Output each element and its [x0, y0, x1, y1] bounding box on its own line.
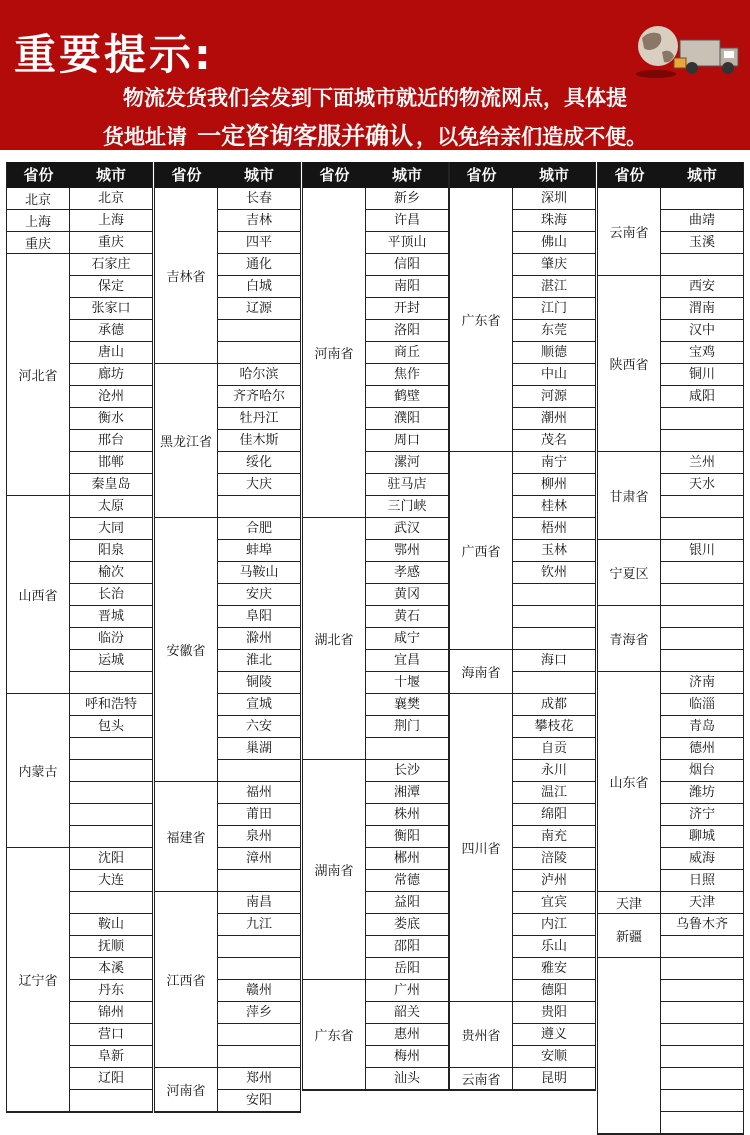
city-cell: 济南 [661, 672, 743, 694]
province-cell: 青海省 [598, 606, 661, 672]
city-cell: 齐齐哈尔 [218, 386, 300, 408]
city-cell: 深圳 [513, 188, 595, 210]
city-cell: 铜陵 [218, 672, 300, 694]
city-cell: 大庆 [218, 474, 300, 496]
city-cell: 永川 [513, 760, 595, 782]
city-cell: 通化 [218, 254, 300, 276]
city-cell: 益阳 [366, 892, 448, 914]
province-cell: 吉林省 [155, 188, 218, 364]
city-cell: 秦皇岛 [70, 474, 152, 496]
province-cell: 云南省 [598, 188, 661, 276]
city-cell: 肇庆 [513, 254, 595, 276]
city-cell: 唐山 [70, 342, 152, 364]
city-cell [661, 628, 743, 650]
province-cell: 湖北省 [303, 518, 366, 760]
logistics-city-tables [0, 162, 750, 1116]
city-cell [661, 584, 743, 606]
city-cell: 济宁 [661, 804, 743, 826]
city-cell: 温江 [513, 782, 595, 804]
city-cell: 孝感 [366, 562, 448, 584]
city-cell: 郴州 [366, 848, 448, 870]
city-cell: 辽阳 [70, 1068, 152, 1090]
province-cell: 福建省 [155, 782, 218, 892]
province-city-table [6, 162, 153, 1113]
city-cell: 咸宁 [366, 628, 448, 650]
city-cell: 自贡 [513, 738, 595, 760]
city-cell [70, 738, 152, 760]
city-cell: 柳州 [513, 474, 595, 496]
province-city-table [449, 162, 596, 1091]
city-cell: 泉州 [218, 826, 300, 848]
table-header [7, 162, 152, 188]
city-cell: 黄冈 [366, 584, 448, 606]
city-cell: 常德 [366, 870, 448, 892]
city-cell: 周口 [366, 430, 448, 452]
city-cell: 茂名 [513, 430, 595, 452]
city-header: 城市 [243, 166, 274, 184]
province-header: 省份 [171, 166, 202, 184]
city-cell: 娄底 [366, 914, 448, 936]
city-cell: 咸阳 [661, 386, 743, 408]
province-cell: 湖南省 [303, 760, 366, 980]
city-cell: 哈尔滨 [218, 364, 300, 386]
city-cell: 安顺 [513, 1046, 595, 1068]
province-city-table [597, 162, 744, 1135]
city-cell: 湛江 [513, 276, 595, 298]
city-cell: 惠州 [366, 1024, 448, 1046]
city-cell: 遵义 [513, 1024, 595, 1046]
city-cell: 桂林 [513, 496, 595, 518]
city-cell: 宜昌 [366, 650, 448, 672]
city-cell [661, 1002, 743, 1024]
province-cell: 陕西省 [598, 276, 661, 452]
city-cell: 营口 [70, 1024, 152, 1046]
province-cell: 云南省 [450, 1068, 513, 1090]
city-cell [661, 1112, 743, 1134]
city-cell [661, 1046, 743, 1068]
city-cell: 宝鸡 [661, 342, 743, 364]
city-cell: 银川 [661, 540, 743, 562]
city-cell [218, 870, 300, 892]
city-cell: 铜川 [661, 364, 743, 386]
city-cell [218, 760, 300, 782]
city-cell: 中山 [513, 364, 595, 386]
city-cell: 南阳 [366, 276, 448, 298]
city-cell [661, 1024, 743, 1046]
city-cell [70, 782, 152, 804]
city-cell: 邯郸 [70, 452, 152, 474]
city-cell [70, 1090, 152, 1112]
city-cell [218, 496, 300, 518]
city-cell: 鞍山 [70, 914, 152, 936]
city-cell: 大连 [70, 870, 152, 892]
province-cell: 山东省 [598, 672, 661, 892]
notice-line-2 [0, 116, 750, 150]
city-cell [661, 408, 743, 430]
city-cell [513, 672, 595, 694]
city-cell [661, 980, 743, 1002]
city-cell: 福州 [218, 782, 300, 804]
notice-banner [0, 0, 750, 150]
notice-emphasis: 一定咨询客服并确认 [194, 122, 416, 150]
city-cell: 太原 [70, 496, 152, 518]
city-cell: 阳泉 [70, 540, 152, 562]
city-cell: 泸州 [513, 870, 595, 892]
city-cell: 平顶山 [366, 232, 448, 254]
province-cell: 广东省 [450, 188, 513, 452]
city-cell: 蚌埠 [218, 540, 300, 562]
city-cell: 梧州 [513, 518, 595, 540]
city-cell [218, 1046, 300, 1068]
city-cell [661, 1090, 743, 1112]
city-cell: 上海 [70, 210, 152, 232]
city-cell [70, 760, 152, 782]
city-header: 城市 [95, 166, 126, 184]
city-cell: 乐山 [513, 936, 595, 958]
city-cell: 海口 [513, 650, 595, 672]
city-cell: 日照 [661, 870, 743, 892]
table-header [303, 162, 448, 188]
city-cell [661, 936, 743, 958]
city-cell: 南宁 [513, 452, 595, 474]
city-cell: 莆田 [218, 804, 300, 826]
province-header: 省份 [319, 166, 350, 184]
province-city-table [302, 162, 449, 1091]
province-header: 省份 [23, 166, 54, 184]
city-cell: 河源 [513, 386, 595, 408]
city-cell: 武汉 [366, 518, 448, 540]
city-cell: 衡水 [70, 408, 152, 430]
city-cell: 焦作 [366, 364, 448, 386]
city-cell: 承德 [70, 320, 152, 342]
city-cell: 德阳 [513, 980, 595, 1002]
province-cell: 黑龙江省 [155, 364, 218, 518]
city-cell: 大同 [70, 518, 152, 540]
city-cell [218, 320, 300, 342]
city-cell: 辽源 [218, 298, 300, 320]
city-cell [218, 958, 300, 980]
city-cell: 信阳 [366, 254, 448, 276]
city-cell: 玉溪 [661, 232, 743, 254]
city-cell: 襄樊 [366, 694, 448, 716]
city-cell: 鹤壁 [366, 386, 448, 408]
city-cell: 马鞍山 [218, 562, 300, 584]
city-cell: 白城 [218, 276, 300, 298]
city-cell [661, 562, 743, 584]
logistics-globe-truck-icon [634, 18, 744, 84]
city-cell: 淮北 [218, 650, 300, 672]
province-cell: 甘肃省 [598, 452, 661, 540]
city-cell: 南充 [513, 826, 595, 848]
city-cell: 三门峡 [366, 496, 448, 518]
city-cell: 雅安 [513, 958, 595, 980]
city-cell [70, 892, 152, 914]
city-cell: 潍坊 [661, 782, 743, 804]
province-cell: 江西省 [155, 892, 218, 1068]
province-cell: 河北省 [7, 254, 70, 496]
city-cell [661, 958, 743, 980]
city-cell: 广州 [366, 980, 448, 1002]
city-cell: 长治 [70, 584, 152, 606]
city-cell: 烟台 [661, 760, 743, 782]
city-cell: 曲靖 [661, 210, 743, 232]
city-cell [70, 672, 152, 694]
city-cell: 张家口 [70, 298, 152, 320]
city-cell: 邢台 [70, 430, 152, 452]
province-cell: 重庆 [7, 232, 70, 254]
city-cell: 安阳 [218, 1090, 300, 1112]
city-cell: 绥化 [218, 452, 300, 474]
city-cell: 潮州 [513, 408, 595, 430]
city-cell [218, 936, 300, 958]
province-cell: 河南省 [155, 1068, 218, 1112]
city-cell [661, 606, 743, 628]
city-cell: 六安 [218, 716, 300, 738]
province-cell: 辽宁省 [7, 848, 70, 1112]
city-cell: 顺德 [513, 342, 595, 364]
city-cell: 涪陵 [513, 848, 595, 870]
city-cell: 郑州 [218, 1068, 300, 1090]
province-cell: 河南省 [303, 188, 366, 518]
city-cell: 天津 [661, 892, 743, 914]
city-cell: 晋城 [70, 606, 152, 628]
city-cell: 阜阳 [218, 606, 300, 628]
province-cell: 宁夏区 [598, 540, 661, 606]
city-cell: 岳阳 [366, 958, 448, 980]
province-cell: 贵州省 [450, 1002, 513, 1068]
province-cell: 新疆 [598, 914, 661, 958]
city-cell: 兰州 [661, 452, 743, 474]
city-cell: 滁州 [218, 628, 300, 650]
city-cell: 安庆 [218, 584, 300, 606]
city-cell: 临汾 [70, 628, 152, 650]
city-cell: 湘潭 [366, 782, 448, 804]
city-cell: 昆明 [513, 1068, 595, 1090]
city-cell: 运城 [70, 650, 152, 672]
city-cell: 驻马店 [366, 474, 448, 496]
city-cell: 包头 [70, 716, 152, 738]
city-cell: 渭南 [661, 298, 743, 320]
city-cell: 洛阳 [366, 320, 448, 342]
city-cell: 宣城 [218, 694, 300, 716]
city-cell: 荆门 [366, 716, 448, 738]
city-cell [661, 254, 743, 276]
city-cell: 黄石 [366, 606, 448, 628]
city-cell: 天水 [661, 474, 743, 496]
city-cell: 佳木斯 [218, 430, 300, 452]
table-header [450, 162, 595, 188]
city-cell: 濮阳 [366, 408, 448, 430]
city-cell: 株州 [366, 804, 448, 826]
city-cell: 青岛 [661, 716, 743, 738]
city-cell [513, 606, 595, 628]
table-header [598, 162, 743, 188]
city-cell: 宜宾 [513, 892, 595, 914]
city-cell: 威海 [661, 848, 743, 870]
city-cell: 商丘 [366, 342, 448, 364]
city-cell: 珠海 [513, 210, 595, 232]
city-cell [218, 342, 300, 364]
city-cell: 本溪 [70, 958, 152, 980]
city-cell: 石家庄 [70, 254, 152, 276]
city-cell: 吉林 [218, 210, 300, 232]
city-cell: 邵阳 [366, 936, 448, 958]
city-cell: 汕头 [366, 1068, 448, 1090]
city-cell: 汉中 [661, 320, 743, 342]
province-cell: 上海 [7, 210, 70, 232]
city-cell: 新乡 [366, 188, 448, 210]
notice-line-2-prefix: 货地址请 [102, 125, 187, 149]
province-cell: 天津 [598, 892, 661, 914]
province-header: 省份 [614, 166, 645, 184]
notice-line-2-suffix: ，以免给亲们造成不便。 [416, 125, 648, 149]
city-cell: 江门 [513, 298, 595, 320]
city-cell [661, 650, 743, 672]
city-cell: 十堰 [366, 672, 448, 694]
city-cell: 攀枝花 [513, 716, 595, 738]
city-cell: 韶关 [366, 1002, 448, 1024]
city-cell [366, 738, 448, 760]
city-cell: 呼和浩特 [70, 694, 152, 716]
city-cell: 佛山 [513, 232, 595, 254]
city-cell: 北京 [70, 188, 152, 210]
city-cell: 萍乡 [218, 1002, 300, 1024]
province-cell: 四川省 [450, 694, 513, 1002]
city-cell [513, 628, 595, 650]
city-cell [661, 430, 743, 452]
city-cell: 西安 [661, 276, 743, 298]
province-cell: 内蒙古 [7, 694, 70, 848]
city-cell: 许昌 [366, 210, 448, 232]
city-cell [661, 188, 743, 210]
city-cell: 丹东 [70, 980, 152, 1002]
city-cell: 开封 [366, 298, 448, 320]
city-cell: 榆次 [70, 562, 152, 584]
notice-line-1: 物流发货我们会发到下面城市就近的物流网点，具体提 [123, 86, 627, 110]
city-header: 城市 [686, 166, 717, 184]
city-cell: 锦州 [70, 1002, 152, 1024]
city-cell: 绵阳 [513, 804, 595, 826]
city-cell: 牡丹江 [218, 408, 300, 430]
city-cell: 保定 [70, 276, 152, 298]
city-cell [70, 826, 152, 848]
city-cell: 四平 [218, 232, 300, 254]
city-cell [513, 584, 595, 606]
table-header [155, 162, 300, 188]
city-header: 城市 [538, 166, 569, 184]
city-cell: 鄂州 [366, 540, 448, 562]
city-cell [661, 496, 743, 518]
city-cell: 东莞 [513, 320, 595, 342]
city-header: 城市 [391, 166, 422, 184]
city-cell: 临淄 [661, 694, 743, 716]
province-cell [598, 958, 661, 1134]
city-cell: 九江 [218, 914, 300, 936]
city-cell: 巢湖 [218, 738, 300, 760]
city-cell: 梅州 [366, 1046, 448, 1068]
city-cell: 钦州 [513, 562, 595, 584]
city-cell: 南昌 [218, 892, 300, 914]
city-cell: 衡阳 [366, 826, 448, 848]
notice-title: 重要提示: [14, 30, 214, 79]
city-cell [70, 804, 152, 826]
city-cell: 长春 [218, 188, 300, 210]
province-cell: 海南省 [450, 650, 513, 694]
city-cell [661, 518, 743, 540]
city-cell: 廊坊 [70, 364, 152, 386]
city-cell: 贵阳 [513, 1002, 595, 1024]
province-cell: 安徽省 [155, 518, 218, 782]
city-cell: 沈阳 [70, 848, 152, 870]
city-cell: 赣州 [218, 980, 300, 1002]
city-cell: 长沙 [366, 760, 448, 782]
province-cell: 广西省 [450, 452, 513, 650]
province-header: 省份 [466, 166, 497, 184]
city-cell: 沧州 [70, 386, 152, 408]
city-cell: 聊城 [661, 826, 743, 848]
province-cell: 北京 [7, 188, 70, 210]
province-city-table [154, 162, 301, 1113]
city-cell: 玉林 [513, 540, 595, 562]
province-cell: 广东省 [303, 980, 366, 1090]
city-cell: 重庆 [70, 232, 152, 254]
city-cell: 阜新 [70, 1046, 152, 1068]
city-cell: 成都 [513, 694, 595, 716]
city-cell: 漯河 [366, 452, 448, 474]
city-cell: 德州 [661, 738, 743, 760]
city-cell: 漳州 [218, 848, 300, 870]
city-cell [218, 1024, 300, 1046]
province-cell: 山西省 [7, 496, 70, 694]
city-cell: 乌鲁木齐 [661, 914, 743, 936]
city-cell: 合肥 [218, 518, 300, 540]
city-cell: 内江 [513, 914, 595, 936]
city-cell [661, 1068, 743, 1090]
city-cell: 抚顺 [70, 936, 152, 958]
